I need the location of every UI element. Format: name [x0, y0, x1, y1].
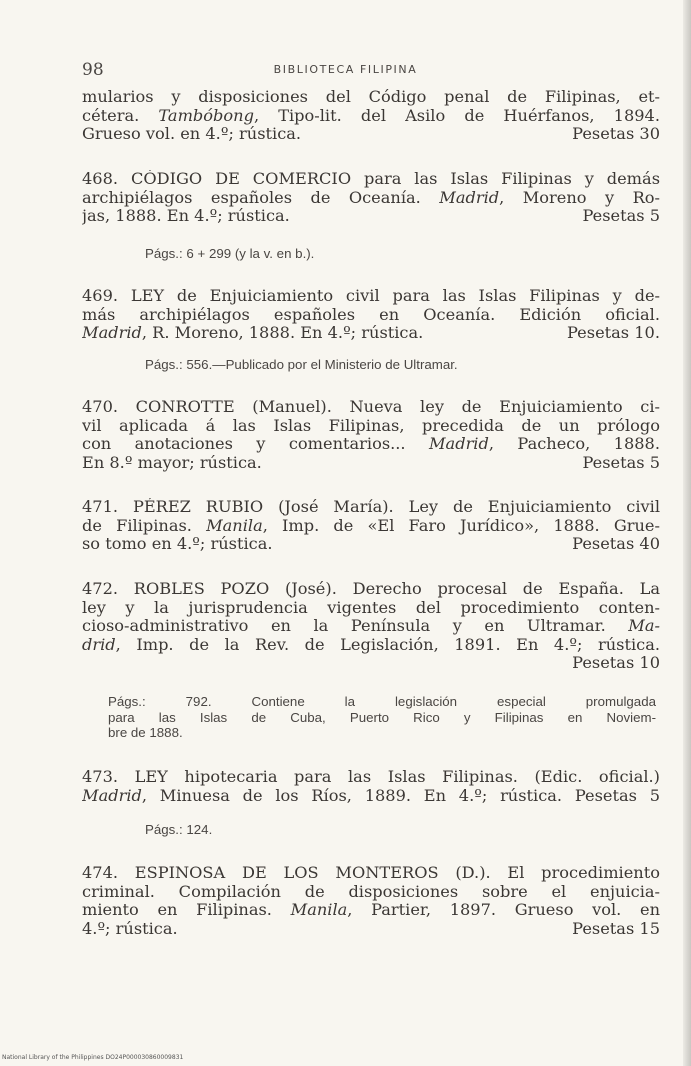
catalog-entry-472	[82, 580, 660, 673]
catalog-entry-474	[82, 864, 660, 938]
entry-line: En 8.º mayor; rústica. Pesetas 5	[82, 453, 660, 472]
page-edge-shadow	[683, 0, 691, 1066]
entry-note-468: Págs.: 6 + 299 (y la v. en b.).	[145, 246, 315, 261]
entry-line: con anotaciones y comentarios... Madrid, Pacheco, 1888.	[82, 435, 660, 454]
entry-line: 468. CÓDIGO DE COMERCIO para las Islas Filipinas y demás	[82, 170, 660, 188]
entry-line: archipiélagos españoles de Oceanía. Madrid, Moreno y Ro-	[82, 188, 660, 207]
entry-line: Grueso vol. en 4.º; rústica. Pesetas 30	[82, 125, 660, 144]
running-title: BIBLIOTECA FILIPINA	[273, 63, 418, 76]
entry-line: 471. PÉREZ RUBIO (José María). Ley de Enjuiciamiento civil	[82, 498, 660, 516]
entry-line: 469. LEY de Enjuiciamiento civil para las Islas Filipinas y de-	[82, 287, 660, 305]
entry-line: 4.º; rústica. Pesetas 15	[82, 919, 660, 938]
catalog-entry-continuation	[82, 88, 660, 144]
entry-line: 473. LEY hipotecaria para las Islas Filipinas. (Edic. oficial.)	[82, 768, 660, 786]
price: Pesetas 5	[582, 453, 660, 472]
entry-line: Madrid, R. Moreno, 1888. En 4.º; rústica. Pesetas 10.	[82, 324, 660, 343]
page-header	[0, 60, 691, 80]
entry-line: drid, Imp. de la Rev. de Legislación, 1891. En 4.º; rústica.	[82, 635, 660, 654]
entry-line: vil aplicada á las Islas Filipinas, precedida de un prólogo	[82, 416, 660, 435]
entry-line: cétera. Tambóbong, Tipo-lit. del Asilo de Huérfanos, 1894.	[82, 106, 660, 125]
entry-line: 470. CONROTTE (Manuel). Nueva ley de Enjuiciamiento ci-	[82, 398, 660, 416]
entry-line: criminal. Compilación de disposiciones sobre el enjuicia-	[82, 882, 660, 901]
entry-line: 472. ROBLES POZO (José). Derecho procesal de España. La	[82, 580, 660, 598]
price: Pesetas 40	[572, 535, 660, 554]
entry-line: mularios y disposiciones del Código penal de Filipinas, et-	[82, 88, 660, 106]
price: Pesetas 15	[572, 919, 660, 938]
entry-line: miento en Filipinas. Manila, Partier, 1897. Grueso vol. en	[82, 901, 660, 920]
catalog-entry-470	[82, 398, 660, 472]
catalog-entry-469	[82, 287, 660, 343]
catalog-entry-468	[82, 170, 660, 226]
entry-line: Madrid, Minuesa de los Ríos, 1889. En 4.º; rústica. Pesetas 5	[82, 786, 660, 805]
entry-note-473: Págs.: 124.	[145, 822, 213, 837]
page-number: 98	[82, 60, 104, 80]
entry-line: jas, 1888. En 4.º; rústica. Pesetas 5	[82, 207, 660, 226]
entry-note-469: Págs.: 556.—Publicado por el Ministerio de Ultramar.	[145, 357, 458, 372]
price: Pesetas 10.	[567, 324, 660, 343]
entry-note-472: Págs.: 792. Contiene la legislación especial promulgada para las Islas de Cuba, Puerto Rico y Filipinas en Noviem- bre de 1888.	[108, 694, 656, 740]
entry-line: so tomo en 4.º; rústica. Pesetas 40	[82, 535, 660, 554]
entry-line: 474. ESPINOSA DE LOS MONTEROS (D.). El procedimiento	[82, 864, 660, 882]
catalog-entry-473	[82, 768, 660, 805]
catalog-entry-471	[82, 498, 660, 554]
price: Pesetas 10	[572, 654, 660, 673]
price: Pesetas 30	[572, 125, 660, 144]
price: Pesetas 5	[582, 207, 660, 226]
scan-footer: National Library of the Philippines DO24P000030860009831	[2, 1054, 184, 1061]
entry-line: de Filipinas. Manila, Imp. de «El Faro Jurídico», 1888. Grue-	[82, 516, 660, 535]
entry-line: cioso-administrativo en la Península y en Ultramar. Ma-	[82, 617, 660, 636]
entry-line: más archipiélagos españoles en Oceanía. Edición oficial.	[82, 305, 660, 324]
entry-line: ley y la jurisprudencia vigentes del procedimiento conten-	[82, 598, 660, 617]
